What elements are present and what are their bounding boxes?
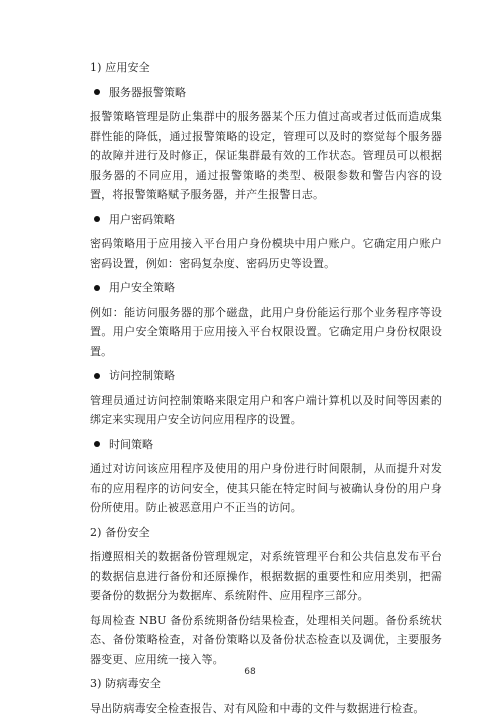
document-body — [90, 58, 442, 723]
bullet-access-control-policy — [90, 366, 442, 386]
bullet-user-password-policy — [90, 210, 442, 230]
paragraph-security-policy: 例如：能访问服务器的那个磁盘，此用户身份能运行那个业务程序等设置。用户安全策略用于应用接入平台权限设置。它确定用户身份权限设置。 — [90, 305, 442, 358]
bullet-icon — [94, 441, 100, 447]
paragraph-backup-weekly-check: 每周检查 NBU 备份系统期备份结果检查，处理相关问题。备份系统状态、备份策略检查，对备份策略以及备份状态检查以及调优，主要服务器变更、应用统一接入等。 — [90, 613, 442, 666]
section-heading-antivirus-security: 3) 防病毒安全 — [90, 677, 161, 690]
paragraph-access-control: 管理员通过访问控制策略来限定用户和客户端计算机以及时间等因素的绑定来实现用户安全访问应用程序的设置。 — [90, 393, 442, 426]
section-heading-app-security: 1) 应用安全 — [90, 61, 150, 74]
section-heading-backup-security: 2) 备份安全 — [90, 525, 150, 539]
page-number: 68 — [244, 667, 256, 677]
bullet-icon — [94, 373, 100, 379]
bullet-label: 服务器报警策略 — [109, 85, 186, 99]
bullet-icon — [94, 285, 100, 291]
paragraph-time-policy: 通过对访问该应用程序及使用的用户身份进行时间限制，从而提升对发布的应用程序的访问安全，使其只能在特定时间与被确认身份的用户身份所使用。防止被恶意用户不正当的访问。 — [90, 462, 442, 514]
bullet-label: 用户安全策略 — [109, 281, 175, 294]
bullet-time-policy — [90, 435, 442, 455]
bullet-user-security-policy — [90, 278, 442, 298]
bullet-label: 时间策略 — [109, 437, 153, 451]
bullet-label: 访问控制策略 — [109, 369, 175, 382]
paragraph-password-policy: 密码策略用于应用接入平台用户身份模块中用户账户。它确定用户账户密码设置，例如：密码复杂度、密码历史等设置。 — [90, 237, 442, 270]
paragraph-backup-management: 指遵照相关的数据备份管理规定，对系统管理平台和公共信息发布平台的数据信息进行备份和还原操作，根据数据的重要性和应用类别，把需要备份的数据分为数据库、系统附件、应用程序三部分。 — [90, 550, 442, 602]
bullet-icon — [94, 216, 100, 222]
bullet-server-alarm-policy — [90, 83, 442, 103]
bullet-label: 用户密码策略 — [109, 212, 175, 226]
paragraph-antivirus: 导出防病毒安全检查报告、对有风险和中毒的文件与数据进行检查。 — [90, 701, 425, 715]
paragraph-alarm-policy: 报警策略管理是防止集群中的服务器某个压力值过高或者过低而造成集群性能的降低，通过报警策略的设定，管理可以及时的察觉每个服务器的故障并进行及时修正，保证集群最有效的工作状态。管理员可以根据服务器的不同应用，通过报警策略的类型、极限参数和警告内容的设置，将报警策略赋予服务器，并产生报警日志。 — [90, 110, 442, 201]
bullet-icon — [94, 89, 100, 95]
